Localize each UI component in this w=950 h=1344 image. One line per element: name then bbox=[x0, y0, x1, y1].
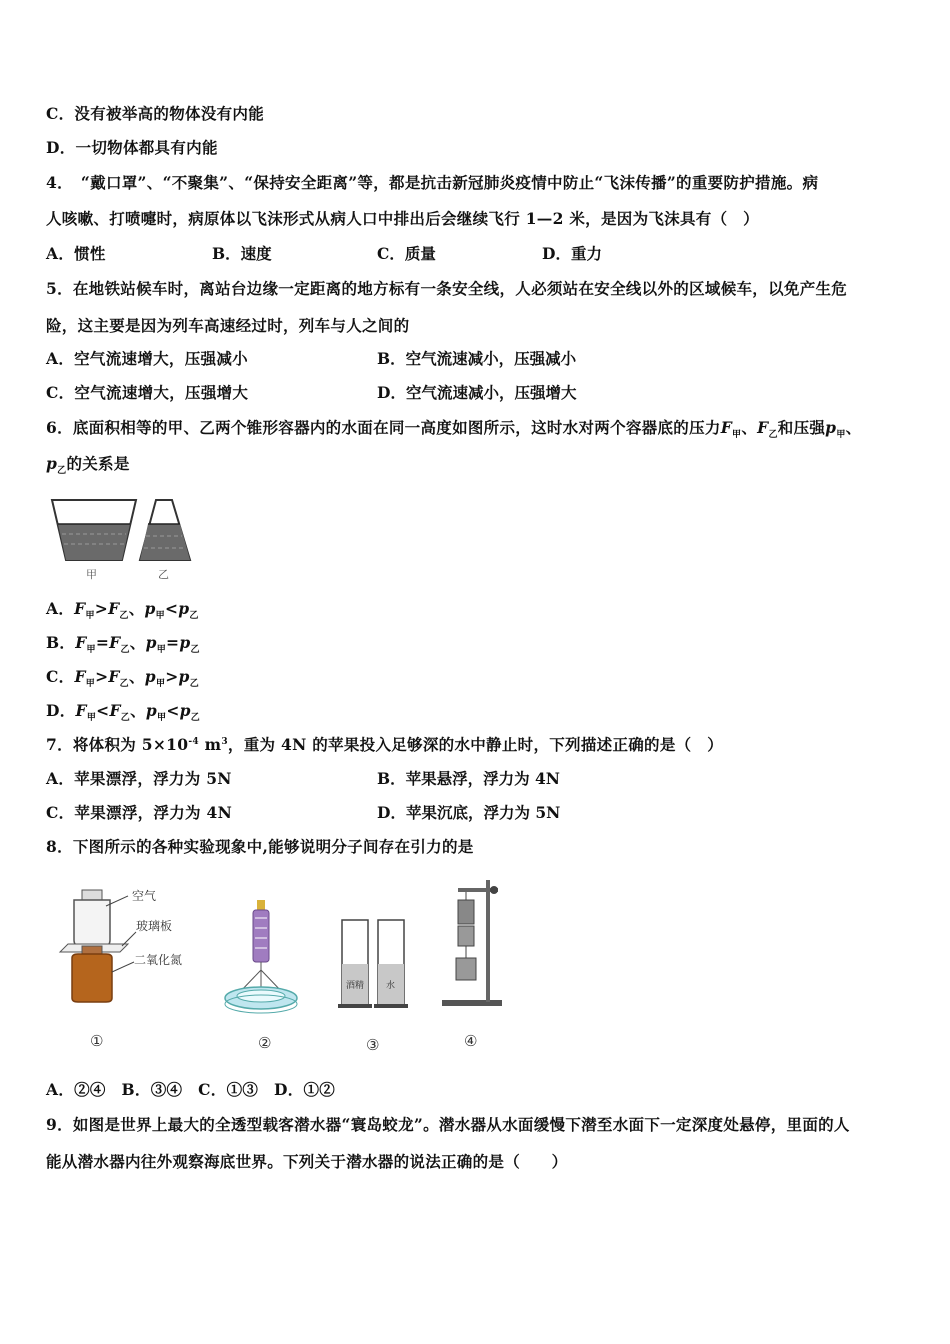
q6-stem-line2: $p_乙$的关系是 bbox=[46, 454, 130, 477]
q4-stem-line2: 人咳嗽、打喷嚏时，病原体以飞沫形式从病人口中排出后会继续飞行 1—2 米，是因为飞沫具有（ ） bbox=[46, 209, 759, 228]
fig-num-1: ① bbox=[90, 1032, 104, 1050]
q8-stem: 8．下图所示的各种实验现象中,能够说明分子间存在引力的是 bbox=[46, 837, 474, 856]
q8-options: A．②④ B．③④ C．①③ D．①② bbox=[46, 1080, 336, 1099]
fig-label-jia: 甲 bbox=[86, 568, 97, 581]
q5-option-d: D．空气流速减小，压强增大 bbox=[377, 383, 577, 402]
q7-option-a: A．苹果漂浮，浮力为 5N bbox=[46, 769, 232, 788]
q6-stem-line1: 6．底面积相等的甲、乙两个锥形容器内的水面在同一高度如图所示，这时水对两个容器底的压力$F_甲$、$F_乙$和压强$p_甲$、 bbox=[46, 418, 862, 441]
q7-option-d: D．苹果沉底，浮力为 5N bbox=[377, 803, 561, 822]
q5-stem-line1: 5．在地铁站候车时，离站台边缘一定距离的地方标有一条安全线，人必须站在安全线以外的区域候车，以免产生危 bbox=[46, 279, 848, 298]
q6-containers-figure bbox=[48, 494, 208, 584]
label-alcohol: 酒精 bbox=[346, 981, 365, 991]
q8-figure-lead-cylinders bbox=[438, 876, 513, 1054]
fig-num-3: ③ bbox=[366, 1036, 380, 1054]
q6-option-d: D．$F_甲<F_乙$、$p_甲<p_乙$ bbox=[46, 701, 201, 724]
label-glass: 玻璃板 bbox=[136, 919, 173, 933]
q9-stem-line1: 9．如图是世界上最大的全透型载客潜水器“寰岛蛟龙”。潜水器从水面缓慢下潜至水面下一定深度处悬停，里面的人 bbox=[46, 1115, 850, 1134]
fig-label-yi: 乙 bbox=[158, 568, 169, 581]
q6-option-c: C．$F_甲>F_乙$、$p_甲>p_乙$ bbox=[46, 667, 199, 690]
q5-option-b: B．空气流速减小，压强减小 bbox=[377, 349, 577, 368]
label-water: 水 bbox=[386, 981, 396, 991]
q5-option-c: C．空气流速增大，压强增大 bbox=[46, 383, 249, 402]
q5-option-a: A．空气流速增大，压强减小 bbox=[46, 349, 248, 368]
q9-stem-line2: 能从潜水器内往外观察海底世界。下列关于潜水器的说法正确的是（ ） bbox=[46, 1152, 568, 1171]
q8-figure-diffusion bbox=[56, 880, 206, 1055]
label-no2: 二氧化氮 bbox=[134, 953, 183, 967]
q7-option-b: B．苹果悬浮，浮力为 4N bbox=[377, 769, 560, 788]
q7-stem: 7．将体积为 $5\times 10^{-4}$ $m^3$，重为 4N 的苹果投入足够深的水中静止时，下列描述正确的是（ ） bbox=[46, 735, 724, 754]
q6-option-a: A．$F_甲>F_乙$、$p_甲<p_乙$ bbox=[46, 599, 199, 622]
q3-option-c: C．没有被举高的物体没有内能 bbox=[46, 104, 265, 123]
container-jia bbox=[52, 500, 136, 560]
q4-option-d: D．重力 bbox=[542, 244, 602, 263]
q4-stem-line1: 4． “戴口罩”、“不聚集”、“保持安全距离”等，都是抗击新冠肺炎疫情中防止“飞沫传播”的重要防护措施。病 bbox=[46, 173, 819, 192]
q5-stem-line2: 险，这主要是因为列车高速经过时，列车与人之间的 bbox=[46, 316, 410, 335]
fig-num-4: ④ bbox=[464, 1032, 478, 1050]
q3-option-d: D．一切物体都具有内能 bbox=[46, 138, 218, 157]
q8-figure-spring-scale bbox=[222, 898, 317, 1058]
q6-option-b: B．$F_甲=F_乙$、$p_甲=p_乙$ bbox=[46, 633, 200, 656]
q4-option-c: C．质量 bbox=[377, 244, 436, 263]
q4-option-a: A．惯性 bbox=[46, 244, 106, 263]
label-air: 空气 bbox=[132, 889, 157, 903]
q8-figure-cylinders bbox=[336, 912, 411, 1058]
q7-option-c: C．苹果漂浮，浮力为 4N bbox=[46, 803, 233, 822]
fig-num-2: ② bbox=[258, 1034, 272, 1052]
container-yi bbox=[140, 500, 190, 560]
q4-option-b: B．速度 bbox=[212, 244, 272, 263]
